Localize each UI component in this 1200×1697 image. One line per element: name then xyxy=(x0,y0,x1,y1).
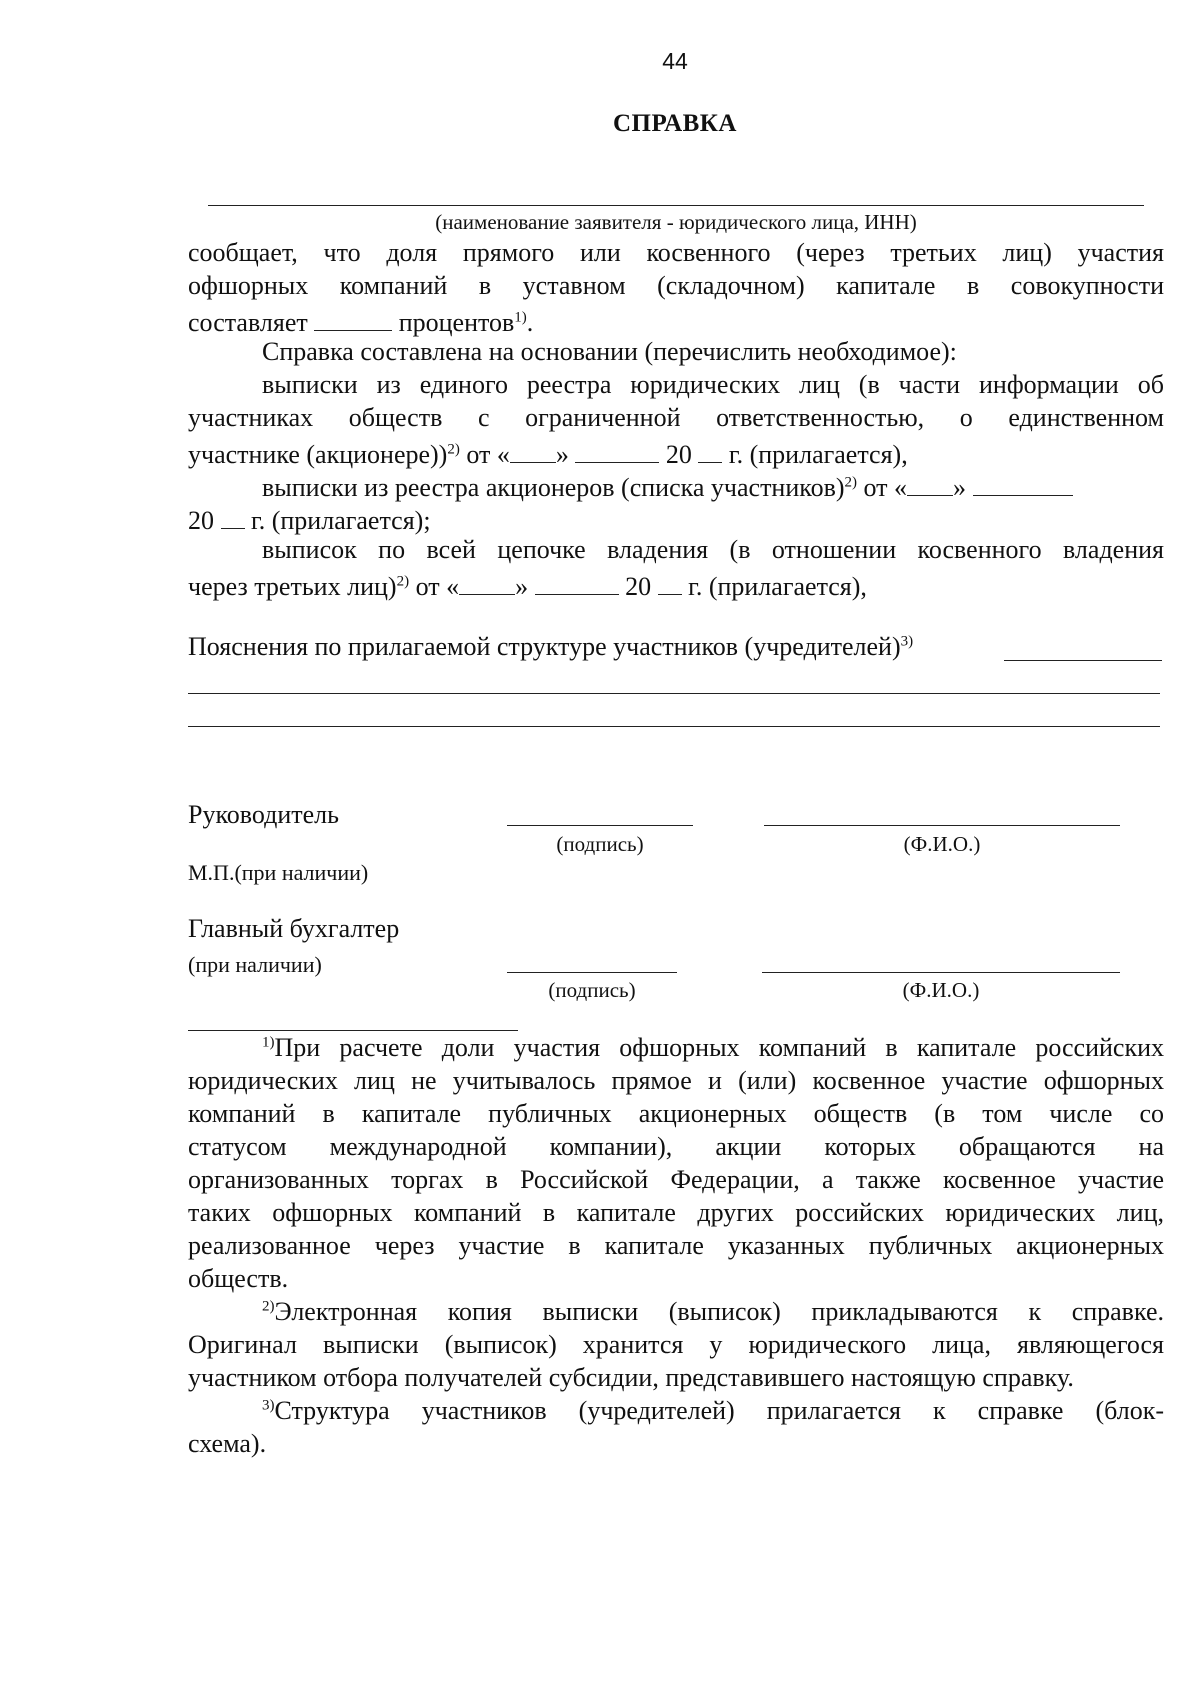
chain-line-1: выписок по всей цепочке владения (в отношении косвенного владения xyxy=(262,535,1164,564)
accountant-name-line[interactable] xyxy=(762,972,1120,973)
intro-line-2: офшорных компаний в уставном (складочном) капитале в совокупности xyxy=(188,271,1164,300)
footnote-3-marker: 3) xyxy=(262,1397,275,1414)
applicant-caption: (наименование заявителя - юридического лица, ИНН) xyxy=(435,210,917,234)
footnote-2-line-1: $^{2)}$Электронная копия выписки (выписок) прикладываются к справке. xyxy=(262,1297,1164,1326)
intro-line-3-start: составляет xyxy=(188,308,308,337)
explanations-line-2[interactable] xyxy=(188,726,1160,727)
footnote-ref-1: 1) xyxy=(514,309,527,326)
registry-day-blank[interactable] xyxy=(907,469,953,496)
explanations-label: Пояснения по прилагаемой структуре участников (учредителей)$^{3)}$ xyxy=(188,632,914,661)
head-label: Руководитель xyxy=(188,800,339,829)
footnote-1-line-2: юридических лиц не учитывалось прямое и (или) косвенное участие офшорных xyxy=(188,1066,1164,1095)
chain-day-blank[interactable] xyxy=(459,568,515,595)
head-signature-line[interactable] xyxy=(507,825,693,826)
head-name-line[interactable] xyxy=(764,825,1120,826)
footnote-1-line-1: $^{1)}$При расчете доли участия офшорных компаний в капитале российских xyxy=(262,1033,1164,1062)
egrul-day-blank[interactable] xyxy=(510,436,556,463)
head-name-caption: (Ф.И.О.) xyxy=(903,832,981,856)
applicant-name-line[interactable] xyxy=(208,205,1144,206)
footnote-2-line-3: участником отбора получателей субсидии, представившего настоящую справку. xyxy=(188,1363,1074,1392)
footnote-1-line-6: таких офшорных компаний в капитале других российских юридических лиц, xyxy=(188,1198,1164,1227)
chain-month-blank[interactable] xyxy=(535,568,619,595)
explanations-line-1[interactable] xyxy=(188,693,1160,694)
footnote-1-marker: 1) xyxy=(262,1034,275,1051)
footnote-ref-3: 3) xyxy=(900,633,914,650)
registry-line-1: выписки из реестра акционеров (списка участников)$^{2)}$ от « » xyxy=(262,469,1073,503)
intro-line-3: составляет процентов$^{1)}$. xyxy=(188,304,533,338)
footnote-3-line-1: $^{3)}$Структура участников (учредителей) прилагается к справке (блок- xyxy=(262,1396,1164,1425)
egrul-line-1: выписки из единого реестра юридических лиц (в части информации об xyxy=(262,370,1164,399)
accountant-label: Главный бухгалтер xyxy=(188,914,400,943)
footnote-1-line-3: компаний в капитале публичных акционерных обществ (в том числе со xyxy=(188,1099,1164,1128)
footnote-separator xyxy=(188,1030,518,1031)
registry-year-blank[interactable] xyxy=(221,502,245,529)
explanations-line-0[interactable] xyxy=(1004,660,1162,661)
accountant-note: (при наличии) xyxy=(188,952,322,977)
document-title: СПРАВКА xyxy=(613,110,737,137)
footnote-3-line-2: схема). xyxy=(188,1429,267,1458)
egrul-line-2: участниках обществ с ограниченной ответственностью, о единственном xyxy=(188,403,1164,432)
page-number: 44 xyxy=(662,48,688,74)
intro-line-3-percent: процентов xyxy=(398,308,515,337)
egrul-line-3: участнике (акционере))$^{2)}$ от « » 20 г. (прилагается), xyxy=(188,436,908,470)
footnote-1-line-8: обществ. xyxy=(188,1264,289,1293)
footnote-2-line-2: Оригинал выписки (выписок) хранится у юридического лица, являющегося xyxy=(188,1330,1164,1359)
chain-line-2: через третьих лиц)$^{2)}$ от « » 20 г. (прилагается), xyxy=(188,568,867,602)
stamp-label: М.П.(при наличии) xyxy=(188,860,369,885)
egrul-year-blank[interactable] xyxy=(698,436,722,463)
chain-year-blank[interactable] xyxy=(658,568,682,595)
basis-heading: Справка составлена на основании (перечислить необходимое): xyxy=(262,337,957,366)
footnote-1-line-4: статусом международной компании), акции которых обращаются на xyxy=(188,1132,1164,1161)
footnote-1-line-5: организованных торгах в Российской Федерации, а также косвенное участие xyxy=(188,1165,1164,1194)
head-signature-caption: (подпись) xyxy=(556,832,644,856)
footnote-1-line-7: реализованное через участие в капитале указанных публичных акционерных xyxy=(188,1231,1164,1260)
footnote-2-marker: 2) xyxy=(262,1298,275,1315)
accountant-signature-caption: (подпись) xyxy=(548,978,636,1002)
accountant-name-caption: (Ф.И.О.) xyxy=(902,978,980,1002)
accountant-signature-line[interactable] xyxy=(507,972,677,973)
intro-line-1: сообщает, что доля прямого или косвенного (через третьих лиц) участия xyxy=(188,238,1164,267)
registry-month-blank[interactable] xyxy=(973,469,1073,496)
percent-blank[interactable] xyxy=(314,304,392,331)
egrul-month-blank[interactable] xyxy=(575,436,659,463)
registry-line-2: 20 г. (прилагается); xyxy=(188,502,431,536)
